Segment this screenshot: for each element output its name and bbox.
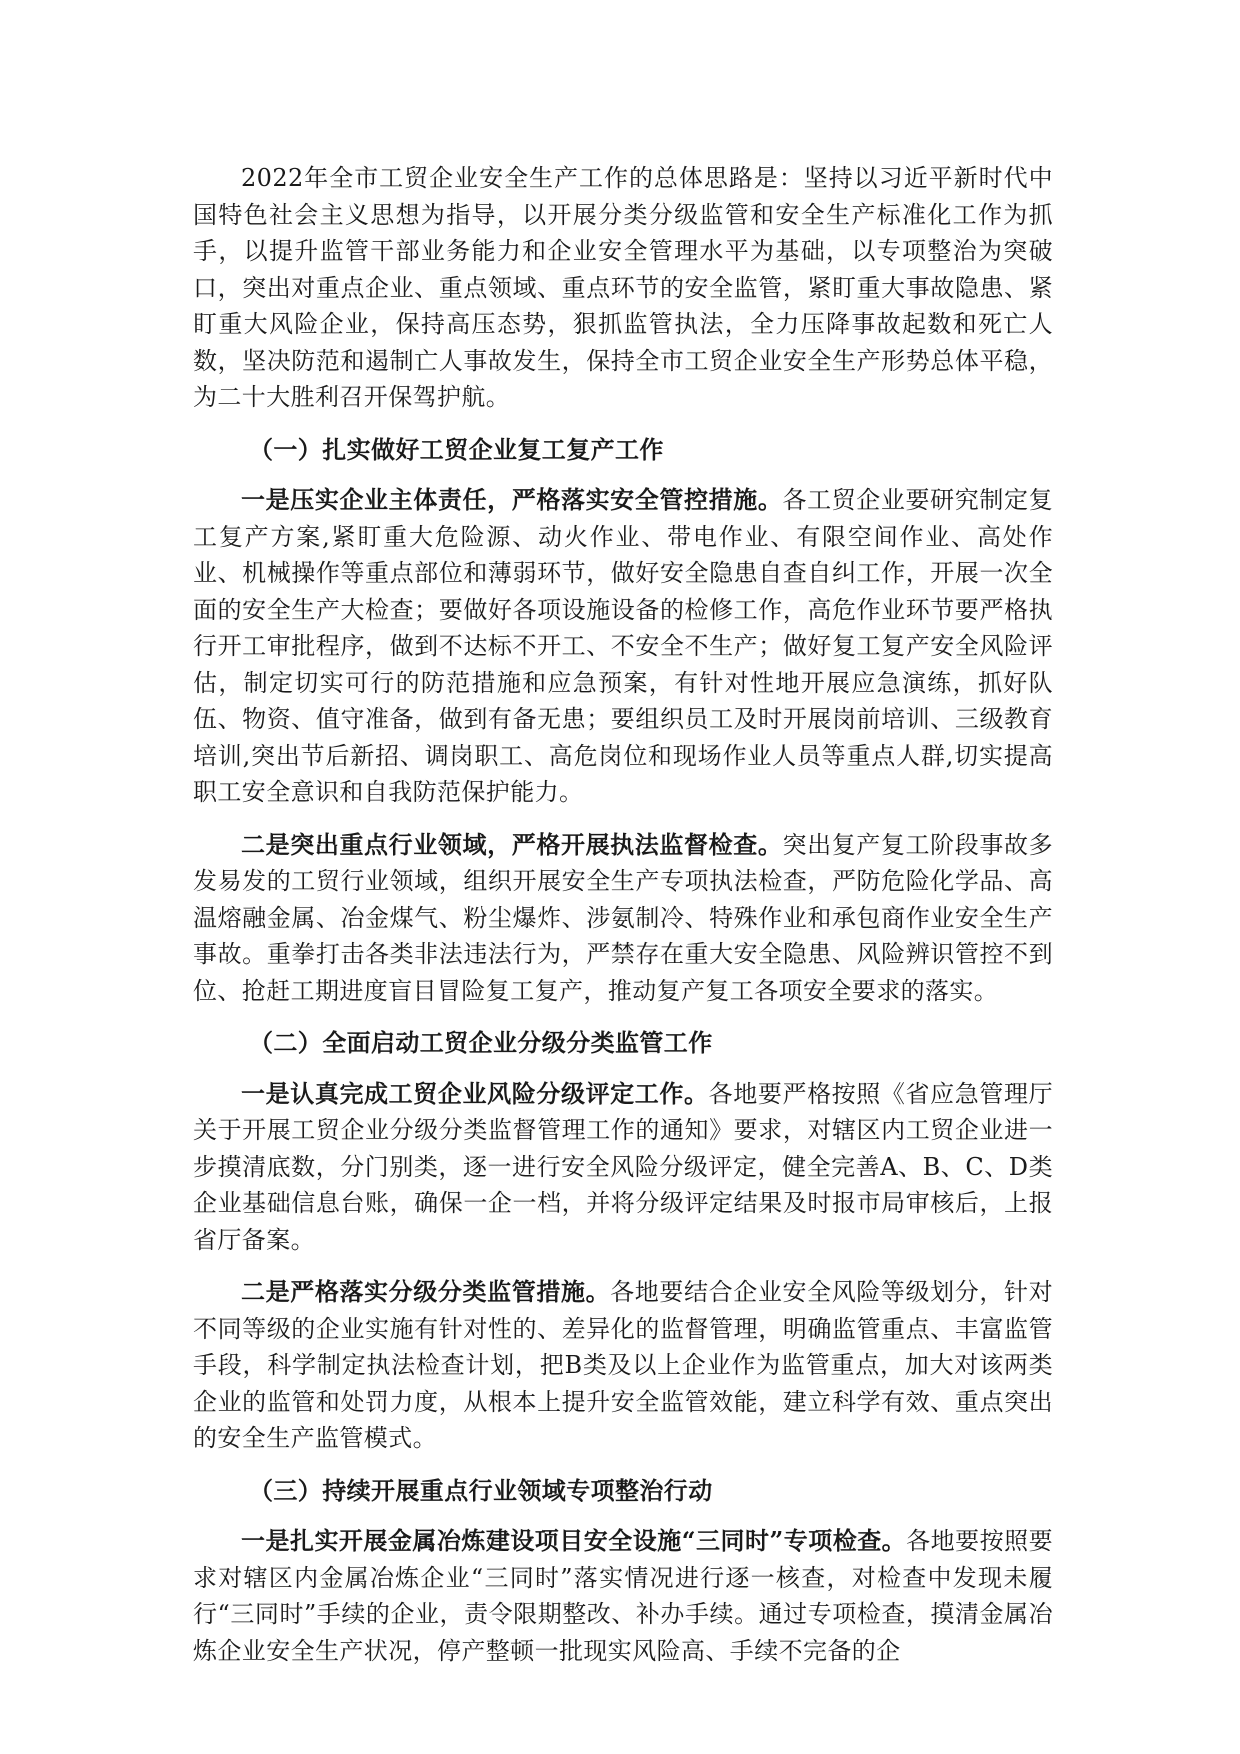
section-1-item-2 (193, 827, 1053, 1010)
section-2-item-1 (193, 1076, 1053, 1259)
section-3-item-1-lead: 一是扎实开展金属冶炼建设项目安全设施“三同时”专项检查。 (241, 1526, 907, 1555)
intro-paragraph: 2022年全市工贸企业安全生产工作的总体思路是：坚持以习近平新时代中国特色社会主义思想为指导，以开展分类分级监管和安全生产标准化工作为抓手，以提升监管干部业务能力和企业安全管理水平为基础，以专项整治为突破口，突出对重点企业、重点领域、重点环节的安全监管，紧盯重大事故隐患、紧盯重大风险企业，保持高压态势，狠抓监管执法，全力压降事故起数和死亡人数，坚决防范和遏制亡人事故发生，保持全市工贸企业安全生产形势总体平稳，为二十大胜利召开保驾护航。 (193, 164, 1053, 411)
section-1-item-1 (193, 482, 1053, 811)
section-3-item-1-body: 各地要按照要求对辖区内金属冶炼企业“三同时”落实情况进行逐一核查，对检查中发现未履行“三同时”手续的企业，责令限期整改、补办手续。通过专项检查，摸清金属冶炼企业安全生产状况，停产整顿一批现实风险高、手续不完备的企 (193, 1527, 1053, 1665)
section-1-item-1-lead: 一是压实企业主体责任，严格落实安全管控措施。 (241, 485, 783, 514)
section-3-heading: （三）持续开展重点行业领域专项整治行动 (249, 1475, 713, 1505)
section-2-item-2 (193, 1274, 1053, 1457)
section-1-item-2-body: 突出复产复工阶段事故多发易发的工贸行业领域，组织开展安全生产专项执法检查，严防危险化学品、高温熔融金属、冶金煤气、粉尘爆炸、涉氨制冷、特殊作业和承包商作业安全生产事故。重拳打击各类非法违法行为，严禁存在重大安全隐患、风险辨识管控不到位、抢赶工期进度盲目冒险复工复产，推动复产复工各项安全要求的落实。 (193, 830, 1053, 1005)
section-3-item-1 (193, 1523, 1053, 1669)
section-2-heading: （二）全面启动工贸企业分级分类监管工作 (249, 1028, 713, 1057)
section-2-item-2-lead: 二是严格落实分级分类监管措施。 (241, 1277, 611, 1306)
document-body (193, 160, 1053, 1685)
section-2-item-1-lead: 一是认真完成工贸企业风险分级评定工作。 (241, 1078, 709, 1108)
section-1-heading: （一）扎实做好工贸企业复工复产工作 (249, 434, 664, 464)
section-1-item-2-lead: 二是突出重点行业领域，严格开展执法监督检查。 (241, 829, 783, 859)
section-2-item-1-body: 各地要严格按照《省应急管理厅关于开展工贸企业分级分类监督管理工作的通知》要求，对辖区内工贸企业进一步摸清底数，分门别类，逐一进行安全风险分级评定，健全完善A、B、C、D类企业基础信息台账，确保一企一档，并将分级评定结果及时报市局审核后，上报省厅备案。 (193, 1079, 1053, 1254)
section-2-item-2-body: 各地要结合企业安全风险等级划分，针对不同等级的企业实施有针对性的、差异化的监督管理，明确监管重点、丰富监管手段，科学制定执法检查计划，把B类及以上企业作为监管重点，加大对该两类企业的监管和处罚力度，从根本上提升安全监管效能，建立科学有效、重点突出的安全生产监管模式。 (193, 1278, 1053, 1452)
section-1-item-1-body: 各工贸企业要研究制定复工复产方案,紧盯重大危险源、动火作业、带电作业、有限空间作业、高处作业、机械操作等重点部位和薄弱环节，做好安全隐患自查自纠工作，开展一次全面的安全生产大检查；要做好各项设施设备的检修工作，高危作业环节要严格执行开工审批程序，做到不达标不开工、不安全不生产；做好复工复产安全风险评估，制定切实可行的防范措施和应急预案，有针对性地开展应急演练，抓好队伍、物资、值守准备，做到有备无患；要组织员工及时开展岗前培训、三级教育培训,突出节后新招、调岗职工、高危岗位和现场作业人员等重点人群,切实提高职工安全意识和自我防范保护能力。 (193, 486, 1053, 806)
